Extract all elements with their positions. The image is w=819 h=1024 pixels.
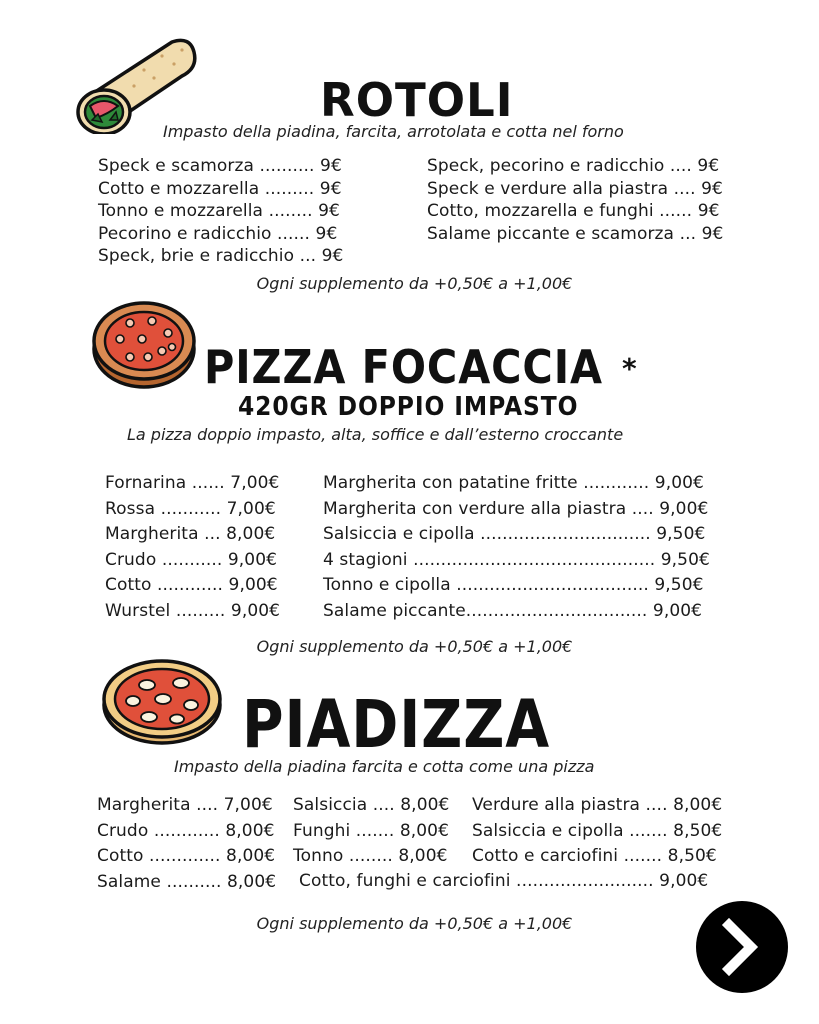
list-item: 4 stagioni ............................................ 9,50€ [323, 549, 710, 570]
list-item: Salame piccante e scamorza ... 9€ [427, 223, 724, 244]
list-item: Cotto, funghi e carciofini ......................... 9,00€ [299, 871, 709, 891]
list-item: Margherita ... 8,00€ [105, 524, 276, 544]
list-item: Salsiccia e cipolla ............................... 9,50€ [323, 524, 706, 544]
pizza-focaccia-subtitle: La pizza doppio impasto, alta, soffice e dall’esterno croccante [127, 425, 624, 444]
list-item: Crudo ........... 9,00€ [105, 549, 278, 570]
piadizza-col1 [97, 793, 276, 895]
list-item: Rossa ........... 7,00€ [105, 498, 276, 519]
piadizza-supplement: Ogni supplemento da +0,50€ a +1,00€ [256, 914, 573, 933]
list-item: Tonno ........ 8,00€ [293, 846, 448, 866]
rotoli-subtitle: Impasto della piadina, farcita, arrotolata e cotta nel forno [163, 122, 624, 141]
list-item: Margherita con verdure alla piastra .... 9,00€ [323, 498, 709, 519]
list-item: Speck e scamorza .......... 9€ [98, 156, 342, 176]
list-item: Speck, brie e radicchio ... 9€ [98, 246, 344, 266]
piadizza-col3 [472, 793, 722, 870]
list-item: Fornarina ...... 7,00€ [105, 473, 280, 493]
list-item: Cotto e carciofini ....... 8,50€ [472, 846, 717, 866]
next-page-button[interactable] [696, 901, 788, 993]
rotoli-col1 [98, 155, 343, 268]
rotoli-col2 [427, 155, 723, 245]
pizza-focaccia-weight: 420GR DOPPIO IMPASTO [238, 392, 579, 422]
list-item: Salame piccante................................. 9,00€ [323, 600, 703, 621]
list-item: Wurstel ......... 9,00€ [105, 600, 281, 621]
pizza-focaccia-col2 [323, 471, 710, 624]
pizza-focaccia-title: PIZZA FOCACCIA [204, 340, 603, 394]
piadizza-subtitle: Impasto della piadina farcita e cotta come una pizza [174, 757, 595, 776]
pizza-margherita-icon [99, 657, 225, 747]
pizza-focaccia-supplement: Ogni supplemento da +0,50€ a +1,00€ [256, 637, 573, 656]
piadizza-title: PIADIZZA [242, 686, 551, 763]
list-item: Cotto ............ 9,00€ [105, 575, 278, 595]
list-item: Funghi ....... 8,00€ [293, 820, 449, 841]
pizza-icon [90, 299, 198, 391]
chevron-right-icon [696, 901, 788, 993]
wrap-roll-icon [74, 34, 200, 134]
list-item: Salsiccia e cipolla ....... 8,50€ [472, 820, 723, 841]
list-item: Margherita .... 7,00€ [97, 795, 273, 815]
rotoli-title: ROTOLI [320, 73, 514, 127]
list-item: Tonno e cipolla ................................... 9,50€ [323, 575, 704, 595]
list-item: Salsiccia .... 8,00€ [293, 795, 450, 815]
list-item: Salame .......... 8,00€ [97, 871, 277, 892]
pizza-focaccia-col1 [105, 471, 280, 624]
list-item: Cotto e mozzarella ......... 9€ [98, 178, 342, 199]
list-item: Margherita con patatine fritte ............ 9,00€ [323, 473, 704, 493]
rotoli-supplement: Ogni supplemento da +0,50€ a +1,00€ [256, 274, 573, 293]
piadizza-col2 [293, 793, 449, 870]
list-item: Cotto ............. 8,00€ [97, 846, 276, 866]
list-item: Pecorino e radicchio ...... 9€ [98, 223, 338, 244]
list-item: Speck, pecorino e radicchio .... 9€ [427, 156, 720, 176]
list-item: Cotto, mozzarella e funghi ...... 9€ [427, 201, 720, 221]
list-item: Verdure alla piastra .... 8,00€ [472, 795, 723, 815]
list-item: Speck e verdure alla piastra .... 9€ [427, 178, 723, 199]
list-item: Crudo ............ 8,00€ [97, 820, 275, 841]
pizza-focaccia-asterisk: * [622, 352, 638, 385]
list-item: Tonno e mozzarella ........ 9€ [98, 201, 340, 221]
